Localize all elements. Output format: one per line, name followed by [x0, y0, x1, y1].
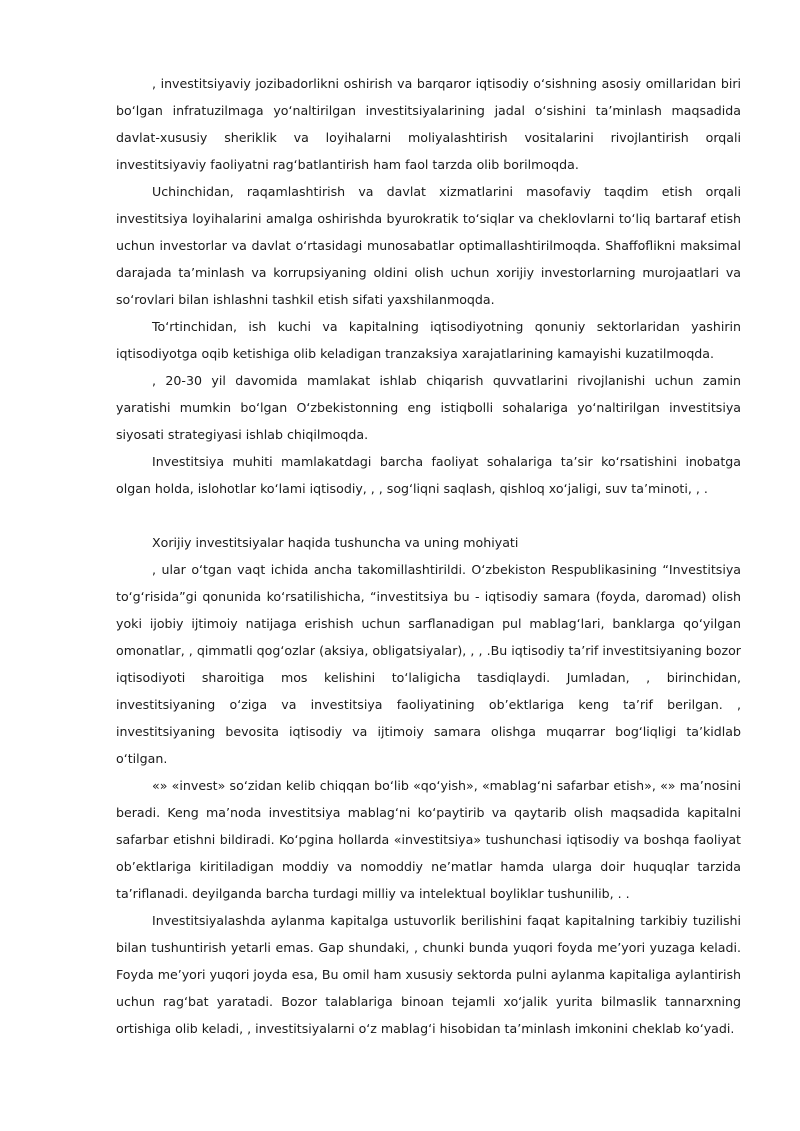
paragraph-infrastructure: , investitsiyaviy jozibadorlikni oshirish va barqaror iqtisodiy o‘sishning asosiy omillaridan biri bo‘lgan infratuzilmaga yo‘naltirilgan investitsiyalarining jadal o‘sishini ta’minlash maqsadida davlat-xususiy sheriklik va loyihalarni moliyalashtirish vositalarini rivojlantirish orqali investitsiyaviy faoliyatni rag‘batlantirish ham faol tarzda olib borilmoqda. — [116, 76, 741, 172]
section-heading: Xorijiy investitsiyalar haqida tushuncha va uning mohiyati — [152, 535, 519, 550]
paragraph-law-definition: , ular o‘tgan vaqt ichida ancha takomillashtirildi. O‘zbekiston Respublikasining “Investitsiya to‘g‘risida”gi qonunida ko‘rsatilishicha, “investitsiya bu - iqtisodiy samara (foyda, daromad) olish yoki ijobiy ijtimoiy natijaga erishish uchun sarflanadigan pul mablag‘lari, banklarga qo‘yilgan omonatlar, , qimmatli qog‘ozlar (aksiya, obligatsiyalar), , , .Bu iqtisodiy ta’rif investitsiyaning bozor iqtisodiyoti sharoitiga mos kelishini to‘laligicha tasdiqlaydi. Jumladan, , birinchidan, investitsiyaning o‘ziga va investitsiya faoliyatining ob’ektlariga keng ta’rif berilgan. , investitsiyaning bevosita iqtisodiy va ijtimoiy samara olishga muqarrar bog‘liqligi ta’kidlab o‘tilgan. — [116, 562, 741, 766]
document-page — [116, 70, 741, 1042]
paragraph-fourthly: To‘rtinchidan, ish kuchi va kapitalning iqtisodiyotning qonuniy sektorlaridan yashirin iqtisodiyotga oqib ketishiga olib keladigan tranzaksiya xarajatlarining kamayishi kuzatilmoqda. — [116, 319, 741, 361]
paragraph-strategy: , 20-30 yil davomida mamlakat ishlab chiqarish quvvatlarini rivojlanishi uchun zamin yaratishi mumkin bo‘lgan O‘zbekistonning eng istiqbolli sohalariga yo‘naltirilgan investitsiya siyosati strategiyasi ishlab chiqilmoqda. — [116, 373, 741, 442]
paragraph-thirdly: Uchinchidan, raqamlashtirish va davlat xizmatlarini masofaviy taqdim etish orqali investitsiya loyihalarini amalga oshirishda byurokratik to‘siqlar va cheklovlarni to‘liq bartaraf etish uchun investorlar va davlat o‘rtasidagi munosabatlar optimallashtirilmoqda. Shaffoflikni maksimal darajada ta’minlash va korrupsiyaning oldini olish uchun xorijiy investorlarning murojaatlari va so‘rovlari bilan ishlashni tashkil etish sifati yaxshilanmoqda. — [116, 184, 741, 307]
paragraph-investment-climate: Investitsiya muhiti mamlakatdagi barcha faoliyat sohalariga ta’sir ko‘rsatishini inobatga olgan holda, islohotlar ko‘lami iqtisodiy, , , sog‘liqni saqlash, qishloq xo‘jaligi, suv ta’minoti, , . — [116, 454, 741, 496]
paragraph-working-capital: Investitsiyalashda aylanma kapitalga ustuvorlik berilishini faqat kapitalning tarkibiy tuzilishi bilan tushuntirish yetarli emas. Gap shundaki, , chunki bunda yuqori foyda me’yori yuzaga keladi. Foyda me’yori yuqori joyda esa, Bu omil ham xususiy sektorda pulni aylanma kapitaliga aylantirish uchun rag‘bat yaratadi. Bozor talablariga binoan tejamli xo‘jalik yurita bilmaslik tannarxning ortishiga olib keladi, , investitsiyalarni o‘z mablag‘i hisobidan ta’minlash imkonini cheklab ko‘yadi. — [116, 913, 741, 1036]
paragraph-invest-etymology: «» «invest» so‘zidan kelib chiqqan bo‘lib «qo‘yish», «mablag‘ni safarbar etish», «» ma’nosini beradi. Keng ma’noda investitsiya mablag‘ni ko‘paytirib va qaytarib olish maqsadida kapitalni safarbar etishni bildiradi. Ko‘pgina hollarda «investitsiya» tushunchasi iqtisodiy va boshqa faoliyat ob’ektlariga kiritiladigan moddiy va nomoddiy ne’matlar hamda ularga doir huquqlar tarzida ta’riflanadi. deyilganda barcha turdagi milliy va intelektual boyliklar tushunilib, . . — [116, 778, 741, 901]
section-spacer — [116, 502, 741, 529]
